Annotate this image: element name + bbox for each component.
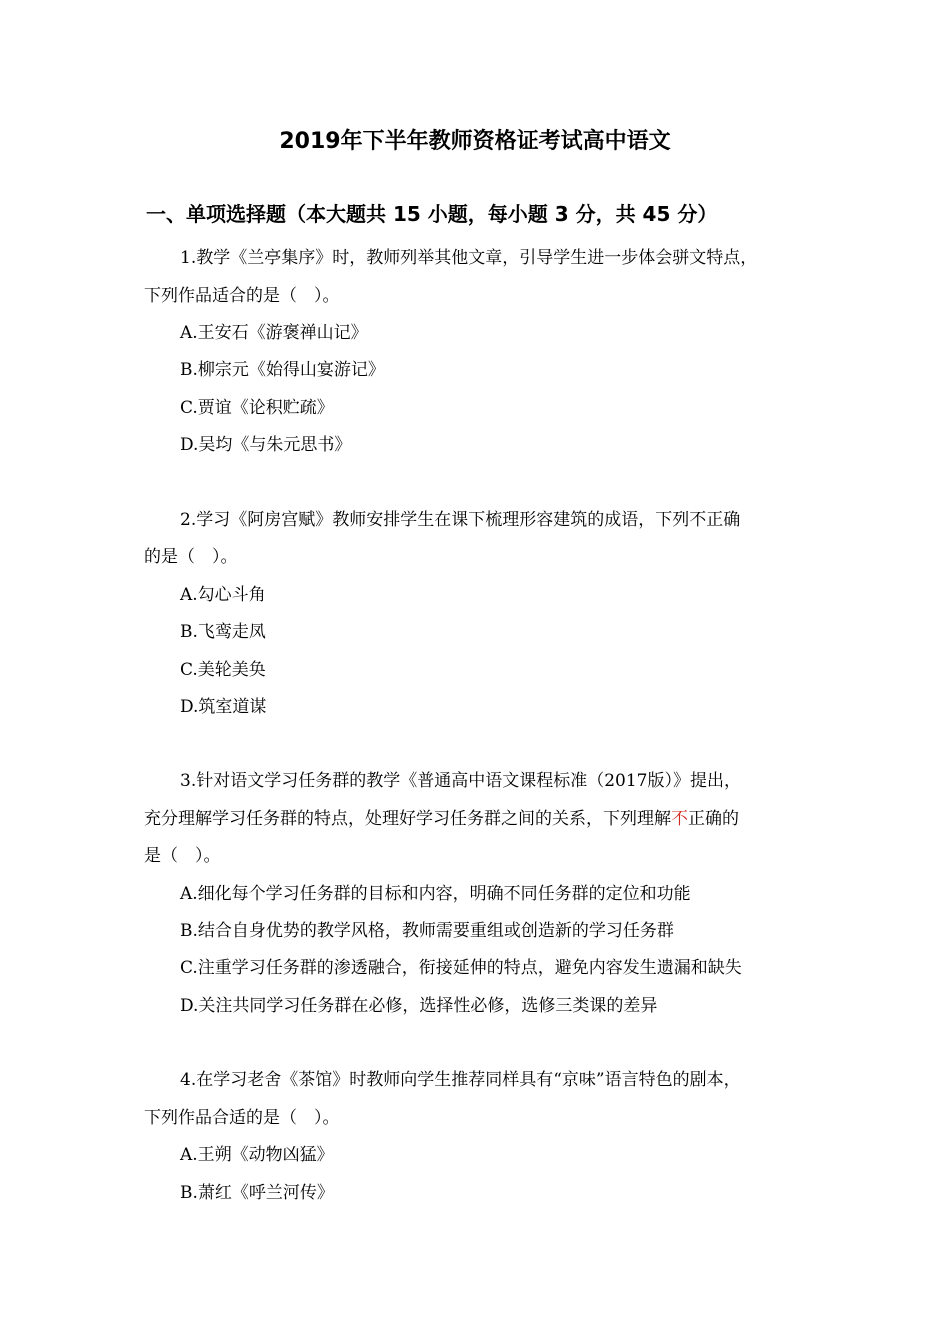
question-2-stem-line-1: 2.学习《阿房宫赋》教师安排学生在课下梳理形容建筑的成语，下列不正确	[180, 510, 741, 530]
question-1-option-d: D.吴均《与朱元思书》	[180, 435, 352, 455]
question-3-option-a: A.细化每个学习任务群的目标和内容，明确不同任务群的定位和功能	[180, 884, 691, 904]
question-3-stem-line-2	[144, 804, 739, 834]
question-3-option-c: C.注重学习任务群的渗透融合，衔接延伸的特点，避免内容发生遗漏和缺失	[180, 958, 742, 978]
question-1-option-c: C.贾谊《论积贮疏》	[180, 398, 334, 418]
question-1-stem-line-2: 下列作品适合的是（ ）。	[144, 286, 340, 306]
question-3-negation-highlight: 不	[671, 809, 688, 829]
question-2-option-b: B.飞鸾走凤	[180, 622, 266, 642]
question-4-option-a: A.王朔《动物凶猛》	[180, 1145, 334, 1165]
question-3-option-d: D.关注共同学习任务群在必修，选择性必修，选修三类课的差异	[180, 996, 658, 1016]
question-4-stem-line-2: 下列作品合适的是（ ）。	[144, 1108, 340, 1128]
section-heading: 一、单项选择题（本大题共 15 小题，每小题 3 分，共 45 分）	[146, 202, 718, 226]
question-2-option-d: D.筑室道谋	[180, 697, 267, 717]
question-2-stem-line-2: 的是（ ）。	[144, 547, 238, 567]
question-3-stem-line-1: 3.针对语文学习任务群的教学《普通高中语文课程标准（2017版）》提出，	[180, 771, 741, 791]
question-3-stem-line-2-part-a: 充分理解学习任务群的特点，处理好学习任务群之间的关系，下列理解	[144, 809, 671, 829]
question-1-option-a: A.王安石《游褒禅山记》	[180, 323, 368, 343]
question-1-stem-line-1: 1.教学《兰亭集序》时，教师列举其他文章，引导学生进一步体会骈文特点，	[180, 248, 758, 268]
question-2-option-c: C.美轮美奂	[180, 660, 266, 680]
question-1-option-b: B.柳宗元《始得山宴游记》	[180, 360, 385, 380]
question-4-stem-line-1: 4.在学习老舍《茶馆》时教师向学生推荐同样具有“京味”语言特色的剧本，	[180, 1070, 741, 1090]
question-2-option-a: A.勾心斗角	[180, 585, 266, 605]
question-3-stem-line-2-part-b: 正确的	[688, 809, 739, 829]
question-4-option-b: B.萧红《呼兰河传》	[180, 1183, 334, 1203]
question-3-option-b: B.结合自身优势的教学风格，教师需要重组或创造新的学习任务群	[180, 921, 674, 941]
document-title: 2019年下半年教师资格证考试高中语文	[279, 129, 671, 154]
question-3-stem-line-3: 是（ ）。	[144, 846, 221, 866]
